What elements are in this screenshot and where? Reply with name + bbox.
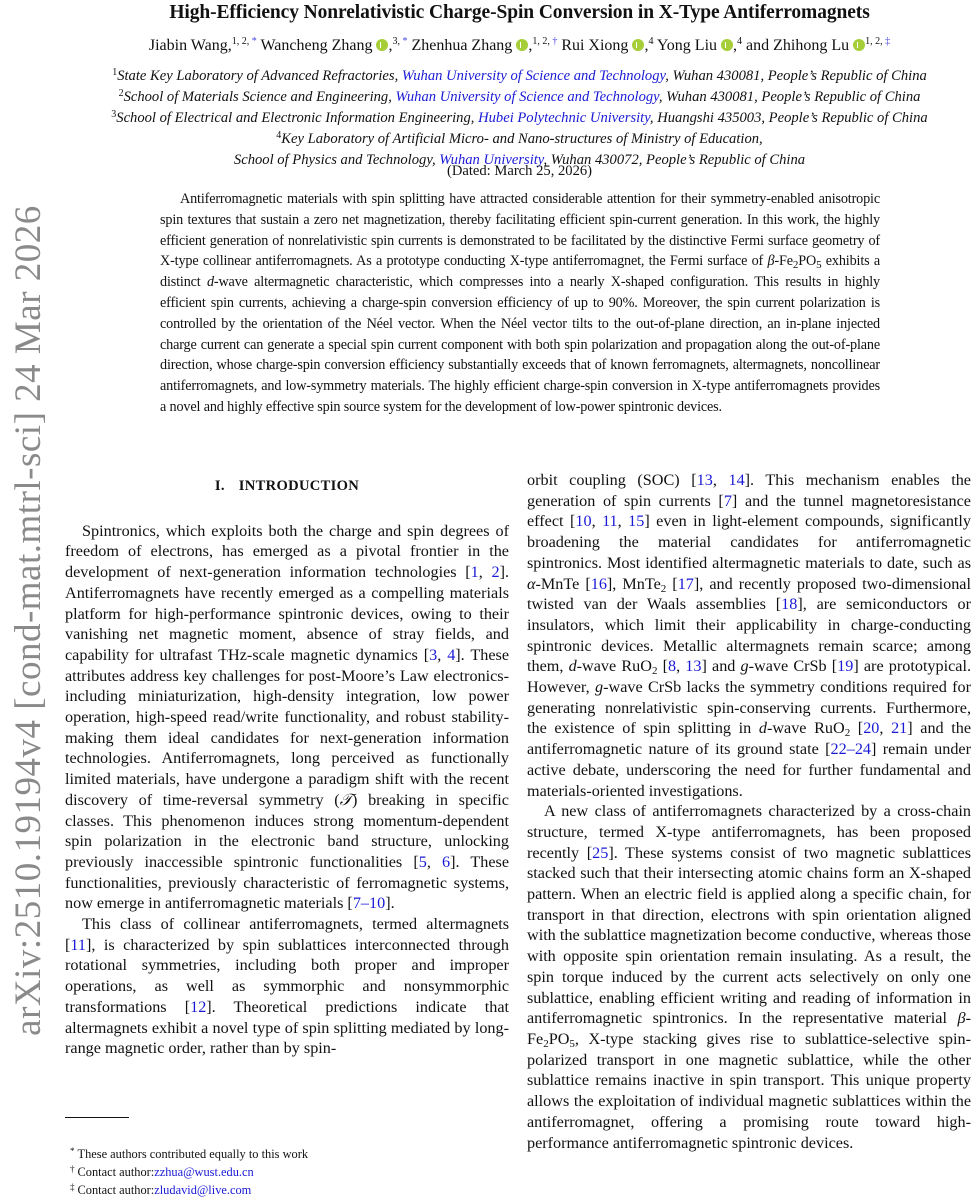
citation-link[interactable]: 11 bbox=[70, 935, 86, 954]
footnote-divider bbox=[65, 1117, 129, 1118]
paragraph: This class of collinear antiferromagnets, termed altermagnets [11], is characterized by spin sublattices interconnected through rotational symmetries, including both proper and improper operations, as well as symmorphic and nonsymmorphic transformations [12]. Theoretical predictions indicate that altermagnets exhibit a novel type of spin splitting mediated by long-range magnetic order, rather than by spin- bbox=[65, 915, 509, 1058]
citation-link[interactable]: 25 bbox=[592, 843, 609, 862]
author-affiliation-marks: 4 bbox=[737, 36, 743, 47]
author-affiliation-marks: 3, * bbox=[392, 36, 408, 47]
affiliation: $^2$School of Materials Science and Engineering, Wuhan University of Science and Technology, Wuhan 430081, People’s Republic of China bbox=[118, 88, 921, 105]
citation-link[interactable]: 10 bbox=[575, 512, 592, 531]
citation-link[interactable]: 1 bbox=[470, 563, 479, 582]
left-column bbox=[65, 470, 509, 1059]
arxiv-identifier-stamp bbox=[2, 150, 54, 1090]
abstract: Antiferromagnetic materials with spin splitting have attracted considerable attention for their symmetry-enabled anisotropic spin textures that sustain a zero net magnetization, thereby facilitating efficient spin-current generation. In this work, the highly efficient generation of nonrelativistic spin currents is demonstrated to be facilitated by the distinctive Fermi surface geometry of X-type collinear antiferromagnets. As a prototype conducting X-type antiferromagnet, the Fermi surface of $\beta-Fe_2PO_5$ exhibits a distinct d-wave altermagnetic characteristic, which compresses into a nearly X-shaped configuration. This results in highly efficient spin currents, achieving a charge-spin conversion efficiency of up to 90%. Moreover, the spin current polarization is controlled by the orientation of the Néel vector. When the Néel vector tilts to the out-of-plane direction, an in-plane injected charge current can generate a special spin current component with both spin polarization and propagation along the out-of-plane direction, whose charge-spin conversion efficiency substantially exceeds that of known ferromagnets, altermagnets, noncollinear antiferromagnets, and low-symmetry materials. The highly efficient charge-spin conversion in X-type antiferromagnets provides a novel and highly effective spin source system for the development of low-power spintronic devices. bbox=[160, 191, 880, 415]
citation-link[interactable]: 7–10 bbox=[352, 894, 386, 913]
author-affiliation-marks: 1, 2, † bbox=[532, 36, 558, 47]
footnote-link[interactable]: † bbox=[552, 36, 558, 47]
footnote: * These authors contributed equally to this work bbox=[70, 1146, 309, 1161]
orcid-icon[interactable] bbox=[376, 39, 388, 51]
paragraph: Spintronics, which exploits both the charge and spin degrees of freedom of electrons, has emerged as a pivotal frontier in the development of next-generation information technologies [1, 2]. Antiferromagnets have recently emerged as a compelling materials platform for high-performance spintronic devices, owing to their vanishing net magnetic moment, absence of stray fields, and capability for ultrafast THz-scale magnetic dynamics [3, 4]. These attributes address key challenges for post-Moore’s Law electronics-including miniaturization, high-density integration, low power operation, high-speed read/write functionality, and robust stability-making them ideal candidates for next-generation information technologies. Antiferromagnets, long perceived as functionally limited materials, have undergone a paradigm shift with the recent discovery of time-reversal symmetry (𝒯) breaking in specific classes. This phenomenon induces strong momentum-dependent spin polarization in the electronic band structure, unlocking previously inaccessible spintronic functionalities [5, 6]. These functionalities, previously characteristic of ferromagnetic systems, now emerge in antiferromagnetic materials [7–10]. bbox=[65, 521, 510, 913]
citation-link[interactable]: 16 bbox=[590, 574, 607, 593]
date-line: (Dated: March 25, 2026) bbox=[446, 163, 593, 179]
email-link[interactable]: zludavid@live.com bbox=[154, 1183, 252, 1197]
citation-link[interactable]: 20 bbox=[863, 719, 880, 738]
orcid-icon[interactable] bbox=[516, 39, 528, 51]
citation-link[interactable]: 13 bbox=[685, 657, 702, 676]
citation-link[interactable]: 7 bbox=[723, 491, 732, 510]
citation-link[interactable]: 4 bbox=[447, 645, 456, 664]
citation-link[interactable]: 2 bbox=[491, 563, 500, 582]
affiliation: $^1$State Key Laboratory of Advanced Refractories, Wuhan University of Science and Technology, Wuhan 430081, People’s Republic of China bbox=[112, 67, 927, 84]
institution-link[interactable]: Hubei Polytechnic University bbox=[478, 110, 650, 126]
institution-link[interactable]: Wuhan University bbox=[439, 152, 544, 168]
arxiv-identifier-text: arXiv:2510.19194v4 [cond-mat.mtrl-sci] 24 Mar 2026 bbox=[7, 204, 49, 1036]
institution-link[interactable]: Wuhan University of Science and Technology bbox=[401, 68, 666, 84]
section-heading-introduction: I. INTRODUCTION bbox=[214, 478, 360, 494]
institution-link[interactable]: Wuhan University of Science and Technology bbox=[395, 89, 659, 105]
author-affiliation-marks: 1, 2, * bbox=[231, 36, 257, 47]
paragraph: A new class of antiferromagnets characterized by a cross-chain structure, termed X-type antiferromagnets, has been proposed recently [25]. These systems consist of two magnetic sublattices stacked such that their intersecting atomic chains form an X-shaped pattern. When an electric field is applied along a specific chain, for transport in that direction, electrons with spin orientation aligned with the sublattice magnetization become conductive, whereas those with opposite spin orientation remain insulating. As a result, the spin torque induced by the current acts selectively on only one sublattice, enabling efficient writing and reading of information in antiferromagnetic spintronics. In the representative material $\beta-Fe_2PO_5$, X-type stacking gives rise to sublattice-selective spin-polarized transport in one magnetic sublattice, while the other sublattice remains inactive in spin transport. This unique property allows the exploitation of individual magnetic sublattices within the antiferromagnet, offering a promising route toward high-performance antiferromagnetic spintronic devices. bbox=[527, 802, 971, 1152]
footnote-link[interactable]: * bbox=[402, 36, 408, 47]
citation-link[interactable]: 14 bbox=[728, 471, 745, 489]
orcid-icon[interactable] bbox=[721, 39, 733, 51]
citation-link[interactable]: 17 bbox=[677, 574, 694, 593]
citation-link[interactable]: 22–24 bbox=[830, 740, 872, 759]
footnotes bbox=[70, 1145, 308, 1199]
affiliation: $^3$School of Electrical and Electronic Information Engineering, Hubei Polytechnic University, Huangshi 435003, People’s Republic of China bbox=[111, 109, 928, 126]
orcid-icon[interactable] bbox=[853, 39, 865, 51]
citation-link[interactable]: 6 bbox=[442, 852, 451, 871]
author: Zhihong Lu $^{1, 2, \ddagger}$ bbox=[773, 36, 891, 54]
author-affiliation-marks: 4 bbox=[648, 36, 654, 47]
affiliation-list bbox=[60, 66, 979, 171]
affiliation-continued: School of Physics and Technology, Wuhan University, Wuhan 430072, People’s Republic of China bbox=[233, 152, 806, 168]
footnote-link[interactable]: * bbox=[251, 36, 257, 47]
citation-link[interactable]: 15 bbox=[628, 512, 645, 531]
email-link[interactable]: zzhua@wust.edu.cn bbox=[154, 1165, 254, 1179]
author: Rui Xiong ,$^4$ bbox=[561, 36, 654, 54]
author-list bbox=[60, 37, 979, 55]
paper-title: High-Efficiency Nonrelativistic Charge-Spin Conversion in X-Type Antiferromagnets bbox=[169, 2, 870, 23]
footnote: ‡ Contact author:zludavid@live.com bbox=[70, 1182, 252, 1197]
affiliation: $^4$Key Laboratory of Artificial Micro- and Nano-structures of Ministry of Education, bbox=[276, 130, 763, 147]
right-column bbox=[527, 470, 971, 1153]
citation-link[interactable]: 12 bbox=[190, 997, 207, 1016]
author: Zhenhua Zhang ,$^{1, 2, \dagger}$ bbox=[411, 36, 558, 54]
citation-link[interactable]: 5 bbox=[418, 852, 427, 871]
citation-link[interactable]: 21 bbox=[891, 719, 908, 738]
citation-link[interactable]: 11 bbox=[602, 512, 618, 531]
citation-link[interactable]: 8 bbox=[667, 657, 677, 676]
citation-link[interactable]: 13 bbox=[696, 471, 713, 489]
citation-link[interactable]: 18 bbox=[781, 595, 798, 614]
author: Wancheng Zhang ,$^{3, *}$ bbox=[260, 36, 408, 54]
author-affiliation-marks: 1, 2, ‡ bbox=[865, 36, 891, 47]
orcid-icon[interactable] bbox=[632, 39, 644, 51]
footnote: † Contact author:zzhua@wust.edu.cn bbox=[70, 1164, 254, 1179]
citation-link[interactable]: 19 bbox=[837, 657, 854, 676]
author: Jiabin Wang,$^{1, 2, *}$ bbox=[148, 36, 257, 54]
paragraph-continued: orbit coupling (SOC) [13, 14]. This mechanism enables the generation of spin currents [7] and the tunnel magnetoresistance effect [10, 11, 15] even in light-element compounds, significantly broadening the material candidates for antiferromagnetic spintronics. Most identified altermagnetic materials to date, such as α-MnTe [16], MnTe$_2$ [17], and recently proposed two-dimensional twisted van der Waals assemblies [18], are semiconductors or insulators, which limit their applicability in charge-conducting spintronic devices. Metallic altermagnets remain scarce; among them, d-wave RuO$_2$ [8, 13] and g-wave CrSb [19] are prototypical. However, g-wave CrSb lacks the symmetry conditions required for generating nonrelativistic spin-conserving currents. Furthermore, the existence of spin splitting in d-wave RuO$_2$ [20, 21] and the antiferromagnetic nature of its ground state [22–24] remain under active debate, underscoring the need for further fundamental and materials-oriented investigations. bbox=[527, 471, 972, 800]
author: Yong Liu ,$^4$ and bbox=[656, 36, 774, 54]
citation-link[interactable]: 3 bbox=[429, 645, 438, 664]
footnote-link[interactable]: ‡ bbox=[885, 36, 891, 47]
